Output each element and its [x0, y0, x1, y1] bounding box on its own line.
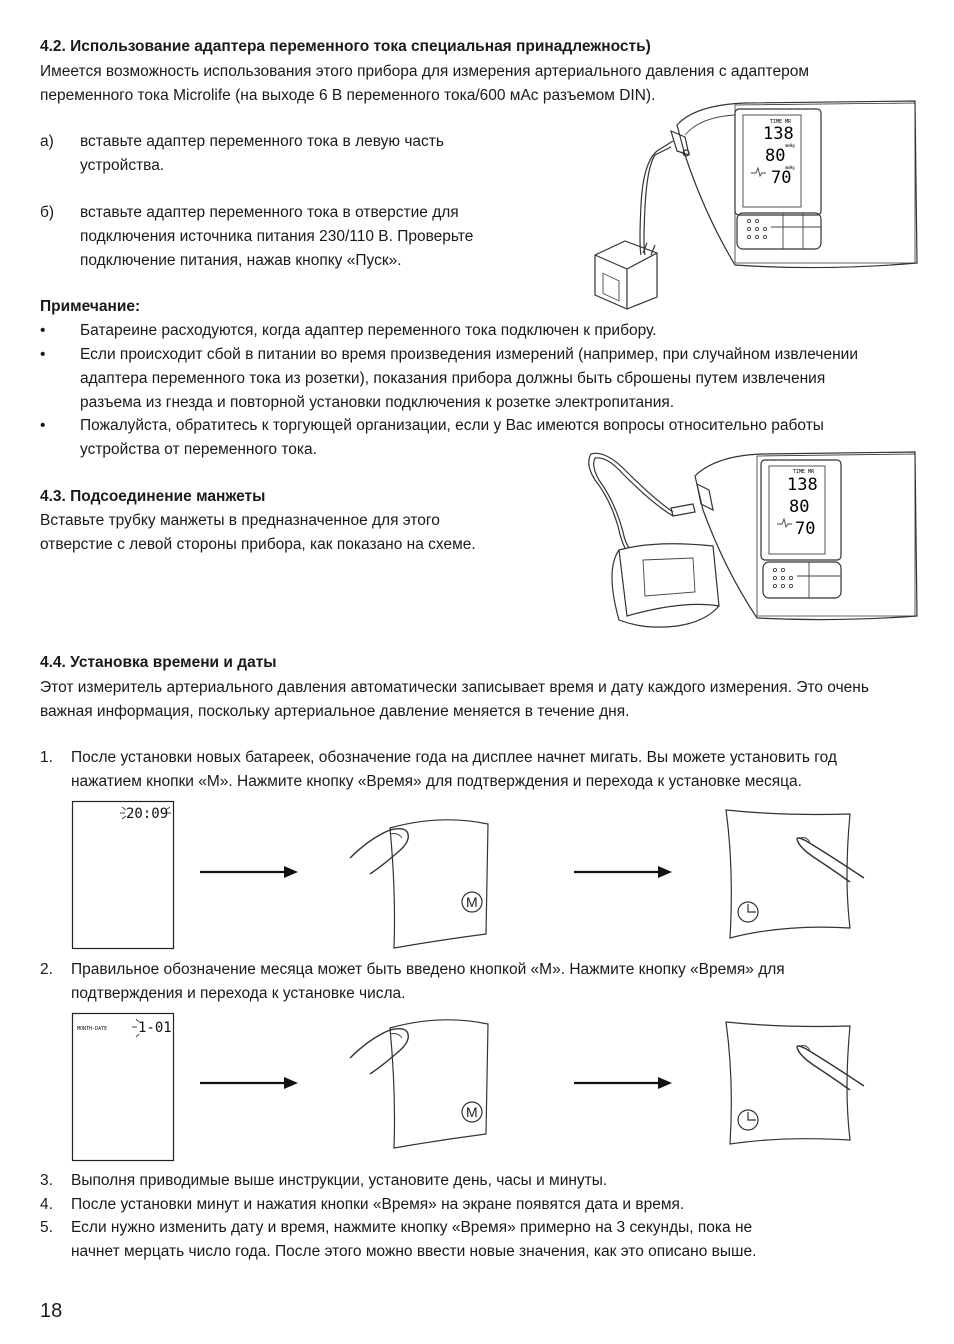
- button-grid-icon: [747, 219, 766, 238]
- lcd-pulse-value: 70: [795, 519, 816, 539]
- s42-intro-line1: Имеется возможность использования этого прибора для измерения артериального давления с адаптером: [40, 63, 809, 80]
- step-label: 2.: [40, 961, 53, 978]
- note-line: Батареине расходуются, когда адаптер переменного тока подключен к прибору.: [80, 322, 657, 339]
- device-adapter-illustration: [585, 95, 925, 315]
- heartbeat-icon: [751, 168, 766, 176]
- finger-press-time-figure: [724, 808, 864, 946]
- clock-icon: [738, 902, 758, 922]
- clock-icon: [738, 1110, 758, 1130]
- step-label: 4.: [40, 1196, 53, 1213]
- arrow-right-icon: [200, 1075, 300, 1091]
- m-button-label: M: [466, 1104, 478, 1120]
- lcd-sys-value: 138: [763, 124, 794, 144]
- s44-intro-line2: важная информация, поскольку артериальное давление меняется в течение дня.: [40, 703, 630, 720]
- step-line: Если нужно изменить дату и время, нажмите кнопку «Время» примерно на 3 секунды, пока не: [71, 1219, 753, 1236]
- s43-line2: отверстие с левой стороны прибора, как показано на схеме.: [40, 536, 476, 553]
- m-button-label: M: [466, 894, 478, 910]
- finger-press-time-figure: [724, 1020, 864, 1150]
- s43-line1: Вставьте трубку манжеты в предназначенное для этого: [40, 512, 440, 529]
- lcd-time-label: TIME MR: [793, 469, 815, 475]
- arrow-right-icon: [574, 1075, 674, 1091]
- note-line: Если происходит сбой в питании во время произведения измерений (например, при случайном извлечении: [80, 346, 858, 363]
- finger-press-m-figure: [350, 1012, 490, 1150]
- section-4-4-heading: 4.4. Установка времени и даты: [40, 654, 277, 671]
- s42-intro-line2: переменного тока Microlife (на выходе 6 В переменного тока/600 мАс разъемом DIN).: [40, 87, 656, 104]
- note-line: разъема из гнезда и повторной установки подключения к розетке электропитания.: [80, 394, 675, 411]
- step-label: 5.: [40, 1219, 53, 1236]
- arrow-right-icon: [200, 864, 300, 880]
- lcd-year-figure: [72, 801, 174, 949]
- step-line: Правильное обозначение месяца может быть введено кнопкой «M». Нажмите кнопку «Время» для: [71, 961, 785, 978]
- step-line: подтверждения и перехода к установке числа.: [71, 985, 406, 1002]
- lcd-sys-value: 138: [787, 475, 818, 495]
- page-number: 18: [40, 1300, 63, 1322]
- step-line: После установки новых батареек, обозначение года на дисплее начнет мигать. Вы можете установить год: [71, 749, 837, 766]
- finger-press-m-figure: [350, 812, 490, 950]
- step-line: начнет мерцать число года. После этого можно ввести новые значения, как это описано выше.: [71, 1243, 757, 1260]
- lcd-sys-unit: mmHg: [785, 143, 795, 148]
- lcd-dia-value: 80: [789, 497, 810, 517]
- lcd-month-date-value: 1-01: [138, 1020, 172, 1036]
- bullet: •: [40, 322, 46, 339]
- lcd-year-value: 20:09: [126, 806, 169, 822]
- step-line: вставьте адаптер переменного тока в отверстие для: [80, 204, 459, 221]
- note-line: устройства от переменного тока.: [80, 441, 317, 458]
- lcd-month-date-label: MONTH-DATE: [77, 1026, 108, 1032]
- lcd-month-date-figure: [72, 1013, 174, 1161]
- step-line: устройства.: [80, 157, 165, 174]
- note-line: Пожалуйста, обратитесь к торгующей организации, если у Вас имеются вопросы относительно работы: [80, 417, 824, 434]
- lcd-dia-value: 80: [765, 146, 786, 166]
- step-label: 3.: [40, 1172, 53, 1189]
- step-line: подключение питания, нажав кнопку «Пуск».: [80, 252, 402, 269]
- step-line: нажатием кнопки «M». Нажмите кнопку «Время» для подтверждения и перехода к установке месяца.: [71, 773, 802, 790]
- lcd-pulse-value: 70: [771, 168, 792, 188]
- lcd-time-label: TIME MR: [770, 119, 792, 125]
- step-label: 1.: [40, 749, 53, 766]
- step-label: а): [40, 133, 54, 150]
- bullet: •: [40, 417, 46, 434]
- device-cuff-illustration: [585, 440, 925, 630]
- step-line: подключения источника питания 230/110 В. Проверьте: [80, 228, 474, 245]
- bullet: •: [40, 346, 46, 363]
- step-line: После установки минут и нажатия кнопки «Время» на экране появятся дата и время.: [71, 1196, 685, 1213]
- step-line: вставьте адаптер переменного тока в левую часть: [80, 133, 444, 150]
- s44-intro-line1: Этот измеритель артериального давления автоматически записывает время и дату каждого измерения. Это очень: [40, 679, 869, 696]
- button-grid-icon: [773, 568, 792, 587]
- note-line: адаптера переменного тока из розетки), показания прибора должны быть сброшены путем извлечения: [80, 370, 826, 387]
- arrow-right-icon: [574, 864, 674, 880]
- heartbeat-icon: [777, 519, 792, 527]
- note-heading: Примечание:: [40, 298, 141, 315]
- lcd-dia-unit: mmHg: [785, 165, 795, 170]
- section-4-2-heading: 4.2. Использование адаптера переменного тока специальная принадлежность): [40, 38, 651, 55]
- step-line: Выполня приводимые выше инструкции, установите день, часы и минуты.: [71, 1172, 608, 1189]
- step-label: б): [40, 204, 55, 221]
- section-4-3-heading: 4.3. Подсоединение манжеты: [40, 488, 266, 505]
